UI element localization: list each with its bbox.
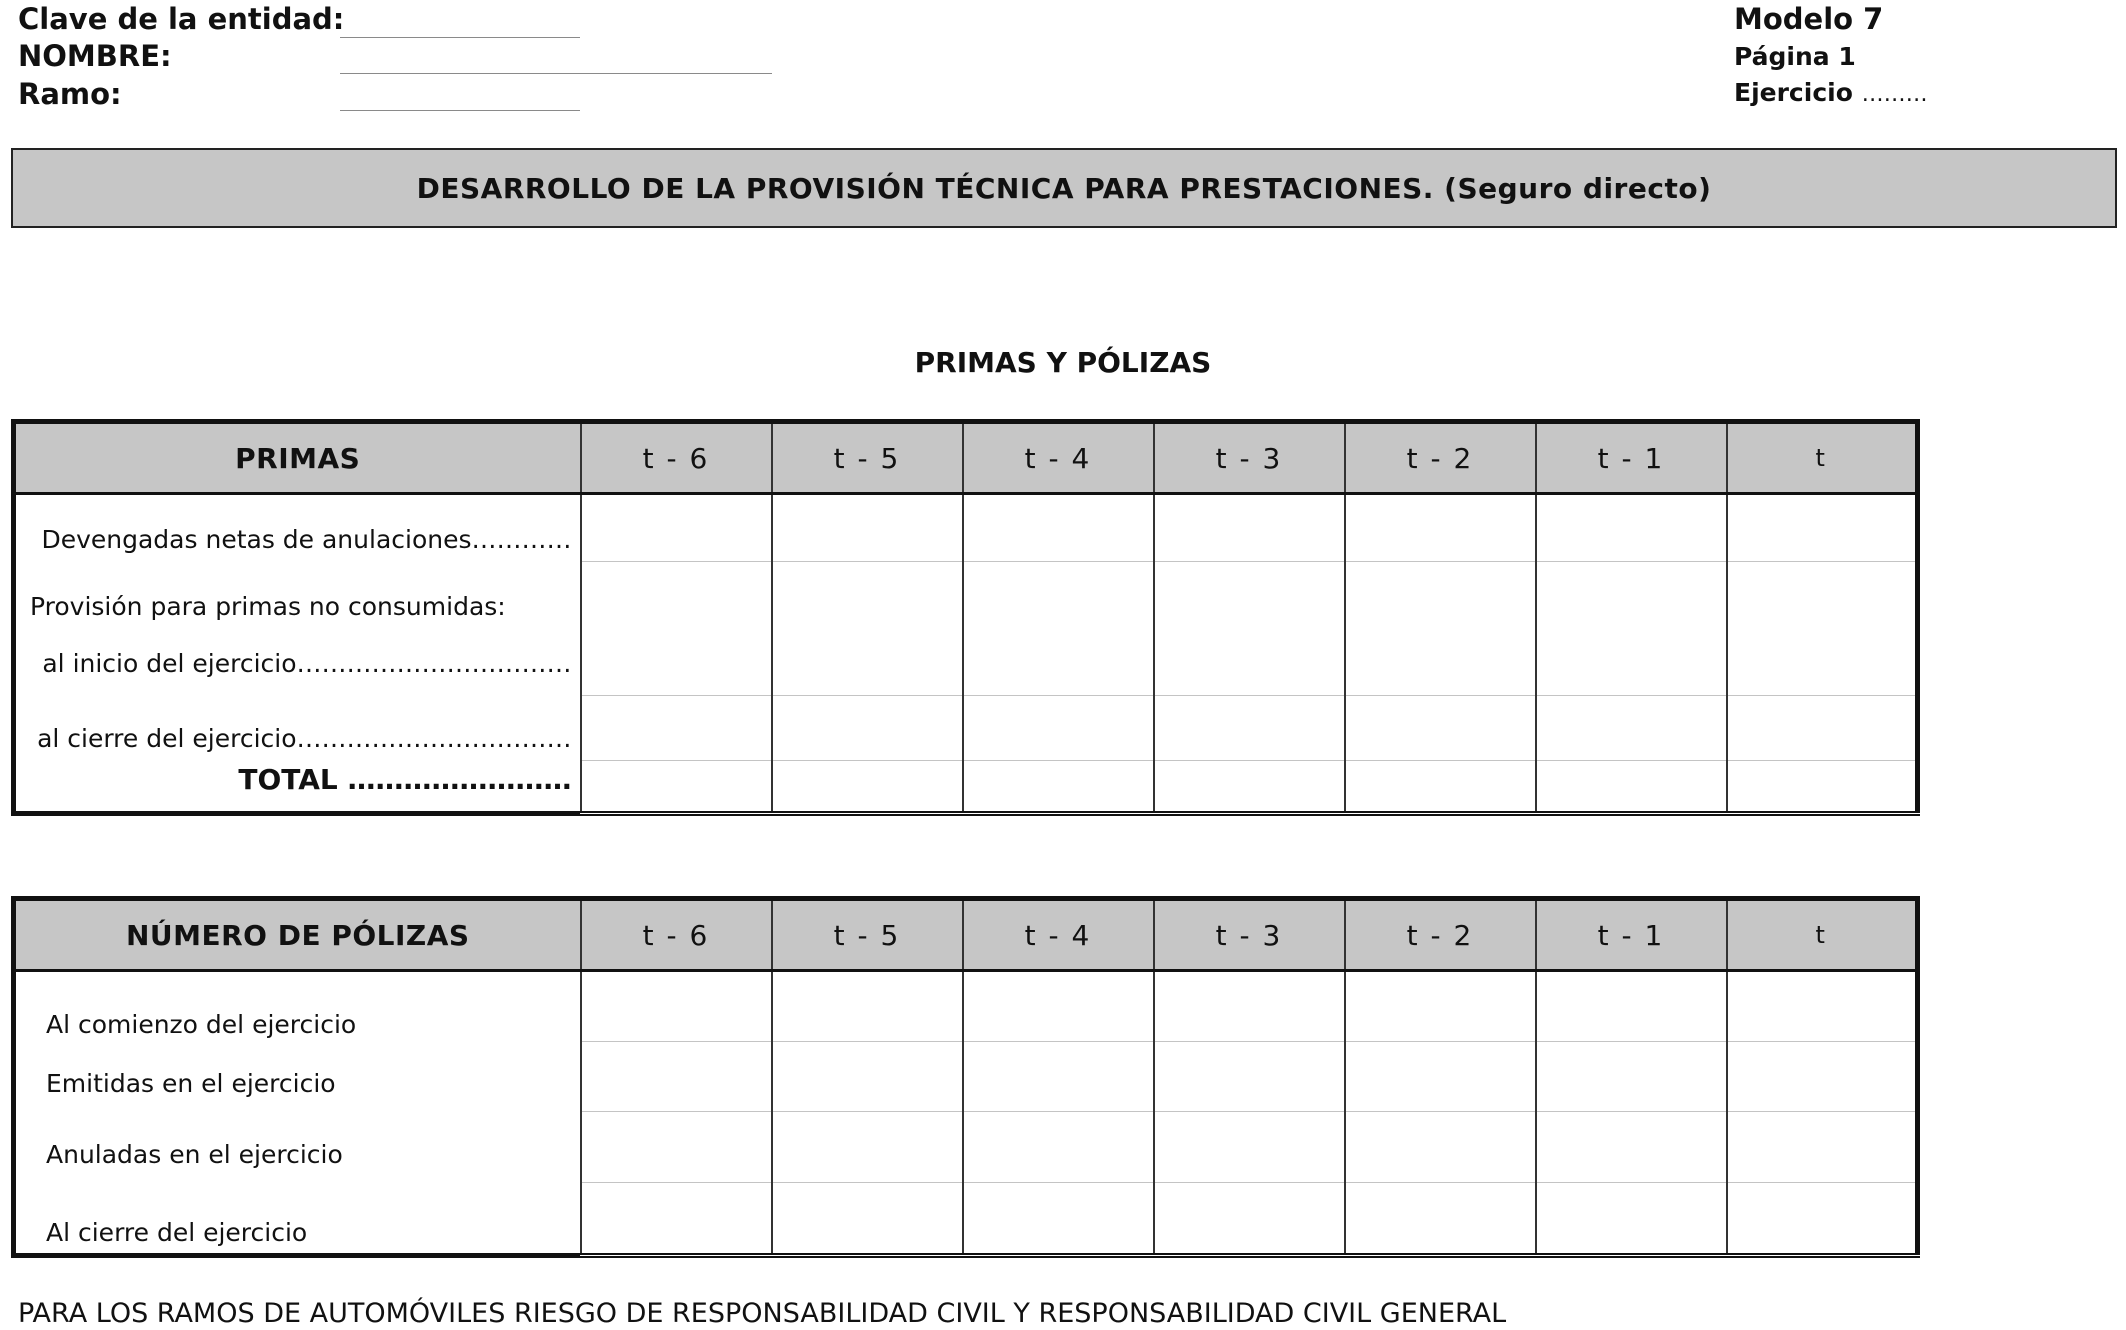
primas-header: PRIMAS bbox=[14, 422, 581, 494]
input-cell[interactable] bbox=[1154, 1042, 1345, 1112]
col-header-t-5: t - 5 bbox=[772, 899, 963, 971]
input-cell[interactable] bbox=[581, 696, 772, 761]
polizas-header-row bbox=[14, 899, 1918, 971]
col-header-t-4: t - 4 bbox=[963, 422, 1154, 494]
total-cell[interactable] bbox=[1536, 761, 1727, 814]
col-header-t-6: t - 6 bbox=[581, 422, 772, 494]
modelo-label: Modelo 7 bbox=[1734, 2, 1884, 36]
input-cell[interactable] bbox=[963, 1112, 1154, 1183]
col-header-t-3: t - 3 bbox=[1154, 899, 1345, 971]
row-label-provision: Provisión para primas no consumidas: al inicio del ejercicio…………………………… bbox=[14, 562, 581, 696]
input-cell[interactable] bbox=[772, 696, 963, 761]
input-cell[interactable] bbox=[1727, 1042, 1918, 1112]
input-cell[interactable] bbox=[1727, 494, 1918, 562]
input-cell[interactable] bbox=[581, 1042, 772, 1112]
table-row bbox=[14, 562, 1918, 696]
table-row bbox=[14, 494, 1918, 562]
row-label-al-inicio: al inicio del ejercicio…………………………… bbox=[42, 648, 572, 678]
row-label-al-cierre-polizas: Al cierre del ejercicio bbox=[14, 1183, 581, 1256]
col-header-t-4: t - 4 bbox=[963, 899, 1154, 971]
ramo-label: Ramo: bbox=[18, 77, 122, 111]
ejercicio-dots: ……… bbox=[1861, 82, 1928, 107]
input-cell[interactable] bbox=[772, 1042, 963, 1112]
clave-field-line[interactable] bbox=[340, 37, 580, 38]
input-cell[interactable] bbox=[581, 1183, 772, 1256]
col-header-t-2: t - 2 bbox=[1345, 422, 1536, 494]
pagina-label: Página 1 bbox=[1734, 42, 1856, 71]
row-label-anuladas: Anuladas en el ejercicio bbox=[14, 1112, 581, 1183]
col-header-t-1: t - 1 bbox=[1536, 422, 1727, 494]
polizas-header: NÚMERO DE PÓLIZAS bbox=[14, 899, 581, 971]
table-row-total bbox=[14, 761, 1918, 814]
input-cell[interactable] bbox=[1536, 494, 1727, 562]
total-cell[interactable] bbox=[963, 761, 1154, 814]
input-cell[interactable] bbox=[1345, 971, 1536, 1042]
table-row bbox=[14, 696, 1918, 761]
total-cell[interactable] bbox=[772, 761, 963, 814]
input-cell[interactable] bbox=[1154, 562, 1345, 696]
input-cell[interactable] bbox=[1345, 494, 1536, 562]
input-cell[interactable] bbox=[581, 971, 772, 1042]
total-cell[interactable] bbox=[1345, 761, 1536, 814]
document-title-banner bbox=[11, 148, 2117, 228]
row-label-total: TOTAL …………………… bbox=[14, 761, 581, 814]
input-cell[interactable] bbox=[1154, 971, 1345, 1042]
document-title: DESARROLLO DE LA PROVISIÓN TÉCNICA PARA PRESTACIONES. (Seguro directo) bbox=[416, 171, 1712, 205]
col-header-t-5: t - 5 bbox=[772, 422, 963, 494]
input-cell[interactable] bbox=[581, 1112, 772, 1183]
input-cell[interactable] bbox=[772, 1112, 963, 1183]
input-cell[interactable] bbox=[1536, 562, 1727, 696]
input-cell[interactable] bbox=[1536, 1183, 1727, 1256]
input-cell[interactable] bbox=[963, 696, 1154, 761]
ramo-field-line[interactable] bbox=[340, 110, 580, 111]
input-cell[interactable] bbox=[1536, 971, 1727, 1042]
input-cell[interactable] bbox=[963, 971, 1154, 1042]
input-cell[interactable] bbox=[1727, 1112, 1918, 1183]
input-cell[interactable] bbox=[1536, 696, 1727, 761]
input-cell[interactable] bbox=[1154, 1112, 1345, 1183]
section-title: PRIMAS Y PÓLIZAS bbox=[914, 346, 1212, 379]
input-cell[interactable] bbox=[1536, 1112, 1727, 1183]
primas-header-row bbox=[14, 422, 1918, 494]
col-header-t-6: t - 6 bbox=[581, 899, 772, 971]
input-cell[interactable] bbox=[963, 1042, 1154, 1112]
input-cell[interactable] bbox=[1345, 1183, 1536, 1256]
input-cell[interactable] bbox=[1345, 1112, 1536, 1183]
input-cell[interactable] bbox=[963, 494, 1154, 562]
col-header-t-3: t - 3 bbox=[1154, 422, 1345, 494]
col-header-t-1: t - 1 bbox=[1536, 899, 1727, 971]
row-label-emitidas: Emitidas en el ejercicio bbox=[14, 1042, 581, 1112]
ejercicio-text: Ejercicio bbox=[1734, 78, 1853, 107]
input-cell[interactable] bbox=[1727, 562, 1918, 696]
row-label-al-comienzo: Al comienzo del ejercicio bbox=[14, 971, 581, 1042]
primas-table bbox=[11, 419, 1920, 816]
input-cell[interactable] bbox=[963, 1183, 1154, 1256]
polizas-table bbox=[11, 896, 1920, 1258]
input-cell[interactable] bbox=[1345, 1042, 1536, 1112]
row-label-al-cierre: al cierre del ejercicio…………………………… bbox=[14, 696, 581, 761]
footer-note: PARA LOS RAMOS DE AUTOMÓVILES RIESGO DE RESPONSABILIDAD CIVIL Y RESPONSABILIDAD CIVIL GENERAL bbox=[18, 1298, 1507, 1329]
col-header-t: t bbox=[1727, 422, 1918, 494]
row-label-devengadas: Devengadas netas de anulaciones………… bbox=[14, 494, 581, 562]
total-cell[interactable] bbox=[1154, 761, 1345, 814]
input-cell[interactable] bbox=[1154, 1183, 1345, 1256]
table-row bbox=[14, 1112, 1918, 1183]
input-cell[interactable] bbox=[1154, 494, 1345, 562]
nombre-label: NOMBRE: bbox=[18, 39, 172, 73]
input-cell[interactable] bbox=[772, 562, 963, 696]
input-cell[interactable] bbox=[1727, 1183, 1918, 1256]
input-cell[interactable] bbox=[581, 562, 772, 696]
col-header-t-2: t - 2 bbox=[1345, 899, 1536, 971]
input-cell[interactable] bbox=[1536, 1042, 1727, 1112]
input-cell[interactable] bbox=[772, 1183, 963, 1256]
total-cell[interactable] bbox=[1727, 761, 1918, 814]
clave-label: Clave de la entidad: bbox=[18, 2, 345, 36]
input-cell[interactable] bbox=[1345, 562, 1536, 696]
input-cell[interactable] bbox=[1345, 696, 1536, 761]
table-row bbox=[14, 1183, 1918, 1256]
input-cell[interactable] bbox=[1727, 696, 1918, 761]
input-cell[interactable] bbox=[772, 971, 963, 1042]
col-header-t: t bbox=[1727, 899, 1918, 971]
input-cell[interactable] bbox=[963, 562, 1154, 696]
input-cell[interactable] bbox=[581, 494, 772, 562]
ejercicio-label bbox=[1734, 78, 1928, 107]
table-row bbox=[14, 1042, 1918, 1112]
input-cell[interactable] bbox=[772, 494, 963, 562]
input-cell[interactable] bbox=[1154, 696, 1345, 761]
table-row bbox=[14, 971, 1918, 1042]
total-cell[interactable] bbox=[581, 761, 772, 814]
nombre-field-line[interactable] bbox=[340, 73, 772, 74]
input-cell[interactable] bbox=[1727, 971, 1918, 1042]
